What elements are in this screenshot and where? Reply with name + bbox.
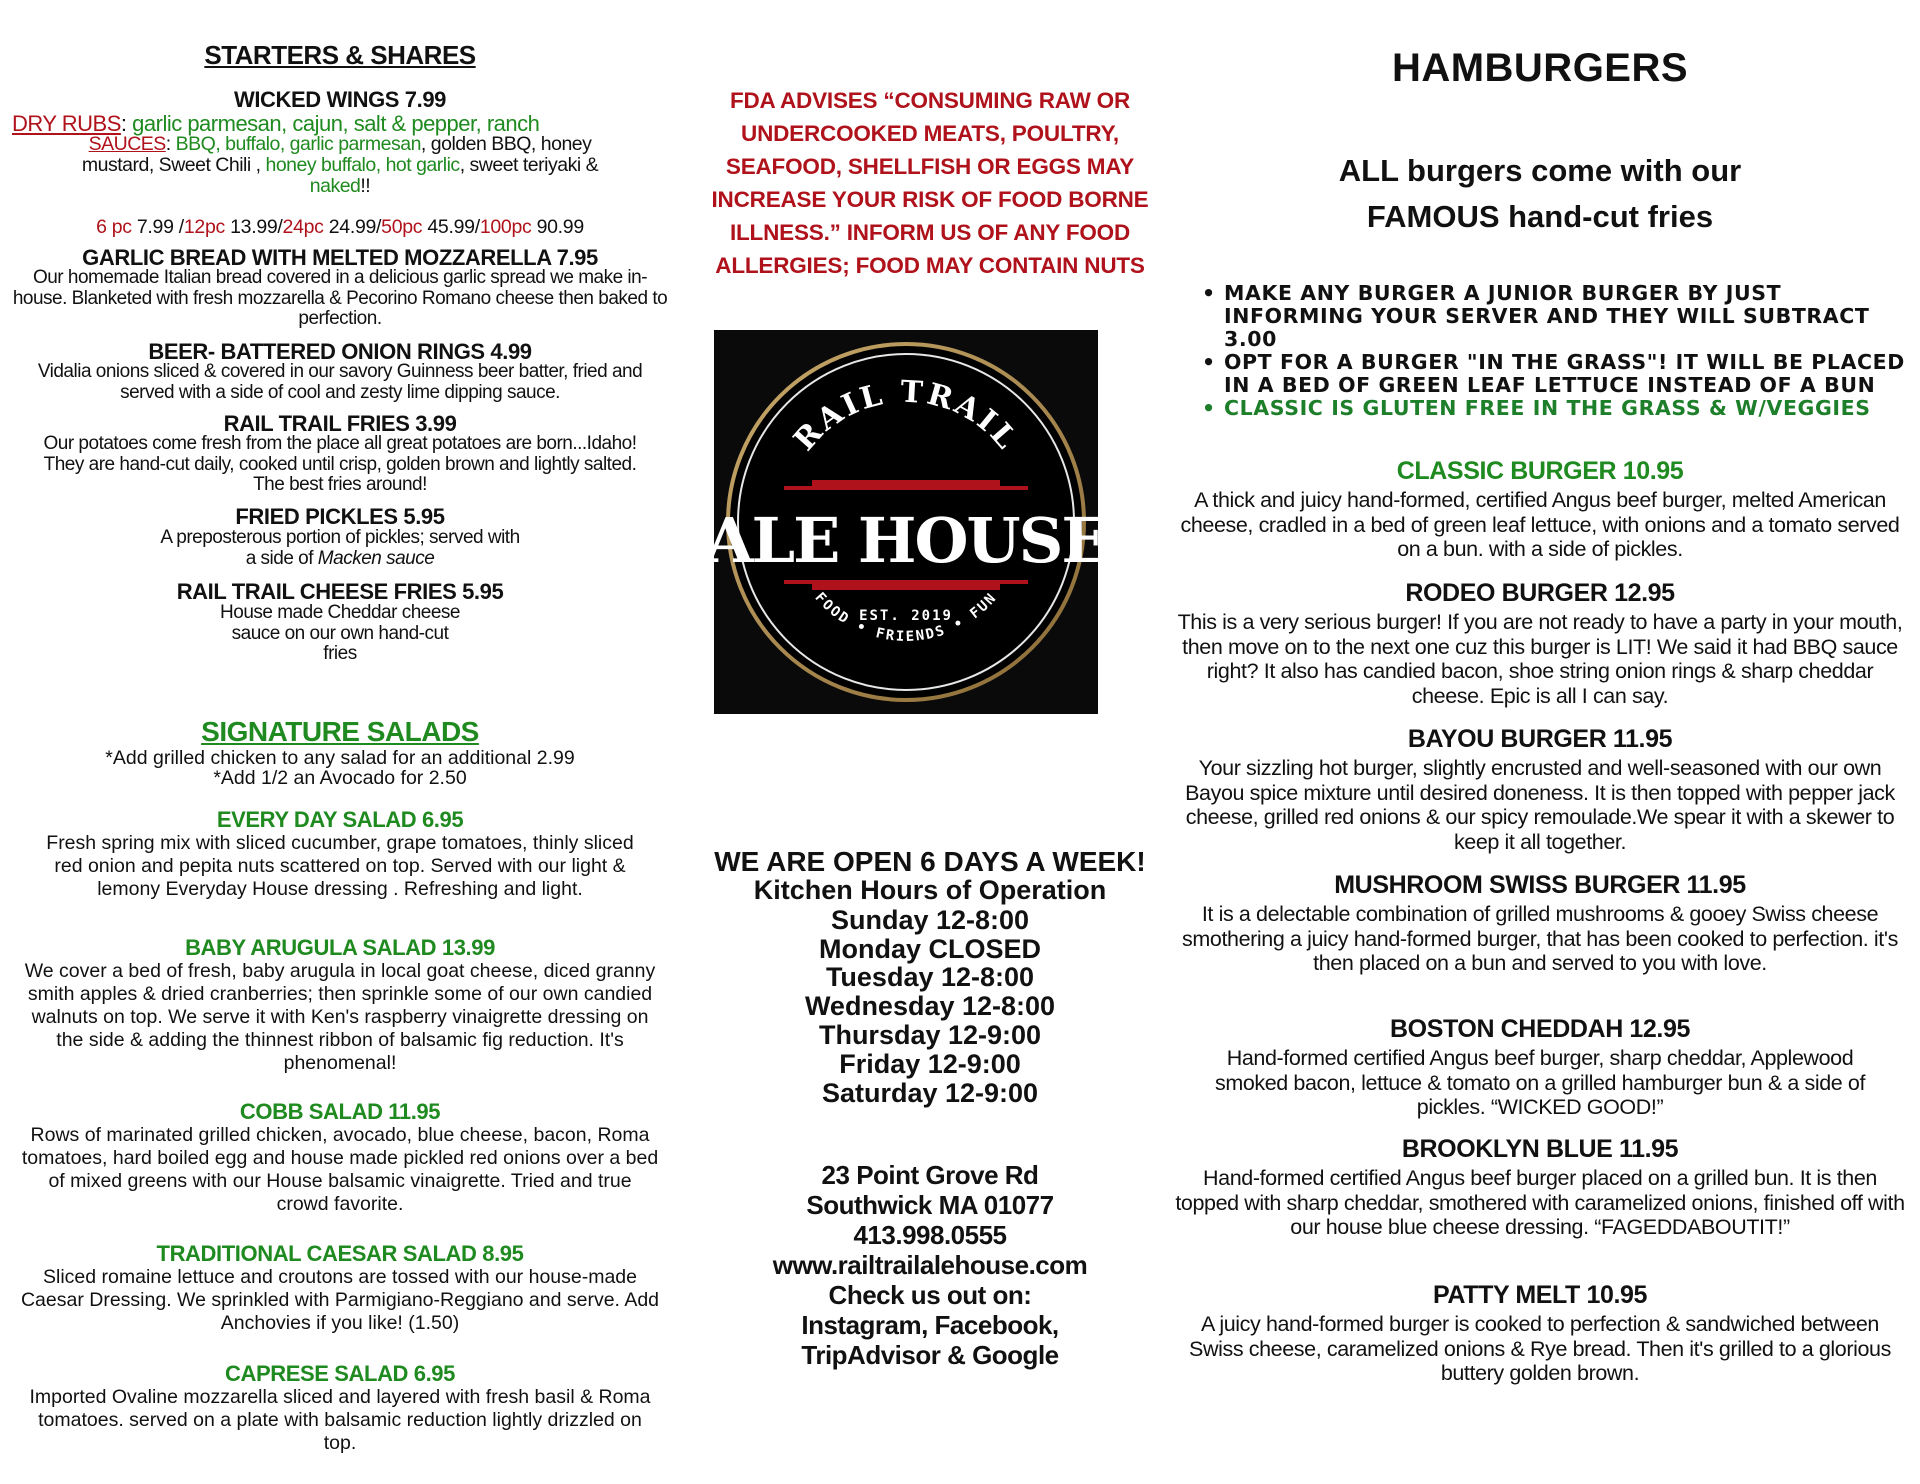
brooklyn-blue-desc: Hand-formed certified Angus beef burger placed on a grilled bun. It is then topped with sharp cheddar, smothered with caramelized onions, finished off with our house blue cheese dressing. “FAGEDDABOUTIT!” [1175,1166,1905,1239]
cheese-fries-desc: House made Cheddar cheese sauce on our own hand-cut fries [220,602,460,665]
wing-price24: 24.99/ [328,216,382,238]
hours-subheading: Kitchen Hours of Operation [753,875,1107,905]
social-list-1: Instagram, Facebook, [801,1310,1059,1340]
patty-melt-name: PATTY MELT 10.95 [1432,1281,1648,1309]
salad-note-2: *Add 1/2 an Avocado for 2.50 [213,767,467,789]
pickles-desc-sauce: Macken sauce [317,547,435,569]
note-grass: • OPT FOR A BURGER "IN THE GRASS"! IT WILL BE PLACED IN A BED OF GREEN LEAF LETTUCE INSTEAD OF A BUN [1200,351,1920,397]
wing-price12: 13.99/ [230,216,283,238]
logo-est-text: EST. 2019 [859,608,953,624]
onion-rings-name: BEER- BATTERED ONION RINGS 4.99 [148,339,532,364]
fries-name: RAIL TRAIL FRIES 3.99 [223,411,457,436]
boston-cheddah-name: BOSTON CHEDDAH 12.95 [1390,1015,1690,1043]
fda-advisory: FDA ADVISES “CONSUMING RAW OR UNDERCOOKED MEATS, POULTRY, SEAFOOD, SHELLFISH OR EGGS MAY INCREASE YOUR RISK OF FOOD BORNE ILLNESS.” INFORM US OF ANY FOOD ALLERGIES; FOOD MAY CONTAIN NUTS [711,88,1149,278]
website-link[interactable]: www.railtrailalehouse.com [772,1250,1088,1280]
sauces-green2: honey buffalo, hot garlic [265,154,460,176]
cheese-fries-name: RAIL TRAIL CHEESE FRIES 5.95 [176,579,504,604]
dry-rubs-label: DRY RUBS [12,111,121,136]
logo-graphic [714,330,1098,714]
caesar-salad-name: TRADITIONAL CAESAR SALAD 8.95 [156,1241,524,1266]
logo-bottom-text: FOOD • FRIENDS • FUN [811,589,1001,645]
wing-pc24: 24pc [282,216,324,238]
wing-price100: 90.99 [536,216,584,238]
hours-friday: Friday 12-9:00 [839,1049,1021,1079]
everyday-salad-name: EVERY DAY SALAD 6.95 [216,807,464,832]
hours-tuesday: Tuesday 12-8:00 [825,962,1035,992]
onion-rings-desc: Vidalia onions sliced & covered in our savory Guinness beer batter, fried and served with a side of cool and zesty lime dipping sauce. [37,361,643,403]
wing-pc100: 100pc [479,216,532,238]
boston-cheddah-desc: Hand-formed certified Angus beef burger, sharp cheddar, Applewood smoked bacon, lettuce & tomato on a grilled hamburger bun & a side of pickles. “WICKED GOOD!” [1214,1046,1866,1119]
rodeo-burger-desc: This is a very serious burger! If you are not ready to have a party in your mouth, then move on to the next one cuz this burger is LIT! We said it had BBQ sauce right? It also has candied bacon, shoe string onion rings & sharp cheddar cheese. Epic is all I can say. [1177,610,1903,708]
note-junior: • MAKE ANY BURGER A JUNIOR BURGER BY JUST INFORMING YOUR SERVER AND THEY WILL SUBTRACT 3.00 [1200,282,1920,351]
hours-saturday: Saturday 12-9:00 [821,1078,1039,1108]
mushroom-swiss-name: MUSHROOM SWISS BURGER 11.95 [1334,871,1746,899]
sauces-block: SAUCES: BBQ, buffalo, garlic parmesan, golden BBQ, honey mustard, Sweet Chili , honey buffalo, hot garlic, sweet teriyaki & naked!! [81,133,599,197]
sauces-naked: naked [309,175,361,197]
hamburgers-subtitle-1: ALL burgers come with our [1338,153,1742,188]
arugula-salad-name: BABY ARUGULA SALAD 13.99 [185,935,495,960]
dry-rubs-line: DRY RUBS: garlic parmesan, cajun, salt & pepper, ranch [12,111,540,136]
everyday-salad-desc: Fresh spring mix with sliced cucumber, grape tomatoes, thinly sliced red onion and pepita nuts scattered on top. Served with our light & lemony Everyday House dressing . Refreshing and light. [46,832,634,900]
pickles-name: FRIED PICKLES 5.95 [235,504,445,529]
starters-title: STARTERS & SHARES [204,40,476,70]
fries-desc: Our potatoes come fresh from the place all great potatoes are born...Idaho! They are hand-cut daily, cooked until crisp, golden brown and lightly salted. The best fries around! [43,433,637,496]
pickles-desc-a: A preposterous portion of pickles; served with [160,527,520,548]
cobb-salad-desc: Rows of marinated grilled chicken, avocado, blue cheese, bacon, Roma tomatoes, hard boiled egg and house made pickled red onions over a bed of mixed greens with our House balsamic vinaigrette. Tried and true crowd favorite. [21,1124,659,1215]
wings-name: WICKED WINGS 7.99 [233,87,446,112]
burger-notes [1200,282,1920,420]
arugula-salad-desc: We cover a bed of fresh, baby arugula in local goat cheese, diced granny smith apples & dried cranberries; then sprinkle some of our own candied walnuts on top. We serve it with Ken's raspberry vinaigrette dressing on the side & adding the thinnest ribbon of balsamic fig reduction. It's phenomenal! [24,960,656,1074]
wing-price50: 45.99/ [427,216,480,238]
logo-main-text: ALE HOUSE [714,504,1098,577]
sauces-green: BBQ, buffalo, garlic parmesan [175,133,421,155]
garlic-bread-name: GARLIC BREAD WITH MELTED MOZZARELLA 7.95 [82,245,598,270]
note-gluten-free: • CLASSIC IS GLUTEN FREE IN THE GRASS & W/VEGGIES [1200,397,1920,420]
wing-pc12: 12pc [183,216,225,238]
garlic-bread-desc: Our homemade Italian bread covered in a delicious garlic spread we make in-house. Blanketed with fresh mozzarella & Pecorino Romano cheese then baked to perfection. [12,267,668,330]
sauces-mid2: sweet teriyaki & [469,154,599,176]
cobb-salad-name: COBB SALAD 11.95 [239,1099,441,1124]
phone-number: 413.998.0555 [853,1220,1007,1250]
wing-pc50: 50pc [381,216,423,238]
sauces-end: !! [360,175,371,197]
classic-burger-desc: A thick and juicy hand-formed, certified Angus beef burger, melted American cheese, cradled in a bed of green leaf lettuce, with onions and a tomato served on a bun. with a side of pickles. [1180,488,1900,561]
hours-wednesday: Wednesday 12-8:00 [804,991,1056,1021]
ale-house-logo [714,330,1098,714]
hours-monday: Monday CLOSED [818,934,1041,964]
address-street: 23 Point Grove Rd [821,1160,1039,1190]
caesar-salad-desc: Sliced romaine lettuce and croutons are tossed with our house-made Caesar Dressing. We sprinkled with Parmigiano-Reggiano and serve. Add Anchovies if you like! (1.50) [20,1266,660,1334]
logo-top-text: RAIL TRAIL [787,374,1025,458]
address-city: Southwick MA 01077 [806,1190,1054,1220]
hours-thursday: Thursday 12-9:00 [818,1020,1042,1050]
social-heading: Check us out on: [828,1280,1032,1310]
hamburgers-title: HAMBURGERS [1391,46,1689,90]
classic-burger-name: CLASSIC BURGER 10.95 [1396,457,1684,485]
rodeo-burger-name: RODEO BURGER 12.95 [1405,579,1675,607]
hours-heading: WE ARE OPEN 6 DAYS A WEEK! [714,846,1146,877]
sauces-mid1: golden BBQ, honey mustard, Sweet Chili , [81,133,592,176]
brooklyn-blue-name: BROOKLYN BLUE 11.95 [1401,1135,1679,1163]
hours-sunday: Sunday 12-8:00 [830,905,1030,935]
social-list-2: TripAdvisor & Google [801,1340,1059,1370]
caprese-salad-desc: Imported Ovaline mozzarella sliced and layered with fresh basil & Roma tomatoes. served on a plate with balsamic reduction lightly drizzled on top. [29,1386,651,1454]
salad-note-1: *Add grilled chicken to any salad for an additional 2.99 [105,747,575,769]
sauces-label: SAUCES [88,133,166,155]
caprese-salad-name: CAPRESE SALAD 6.95 [225,1361,455,1386]
pickles-desc [0,528,680,569]
dry-rubs-list: garlic parmesan, cajun, salt & pepper, ranch [132,111,540,136]
salads-title: SIGNATURE SALADS [201,716,479,747]
bayou-burger-desc: Your sizzling hot burger, slightly encrusted and well-seasoned with our own Bayou spice mixture until desired doneness. It is then topped with pepper jack cheese, grilled red onions & our spicy remoulade.We spear it with a skewer to keep it all together. [1185,756,1895,854]
hamburgers-subtitle-2: FAMOUS hand-cut fries [1366,199,1714,234]
patty-melt-desc: A juicy hand-formed burger is cooked to perfection & sandwiched between Swiss cheese, caramelized onions & Rye bread. Then it's grilled to a glorious buttery golden brown. [1189,1312,1891,1385]
wing-price6: 7.99 / [136,216,184,238]
mushroom-swiss-desc: It is a delectable combination of grilled mushrooms & gooey Swiss cheese smothering a juicy hand-formed burger, that has been cooked to perfection. it's then placed on a bun and served to you with love. [1182,902,1898,975]
pickles-desc-b: a side of [245,547,314,569]
wing-pc6: 6 pc [96,216,132,238]
bayou-burger-name: BAYOU BURGER 11.95 [1407,725,1673,753]
wing-prices [0,216,680,239]
